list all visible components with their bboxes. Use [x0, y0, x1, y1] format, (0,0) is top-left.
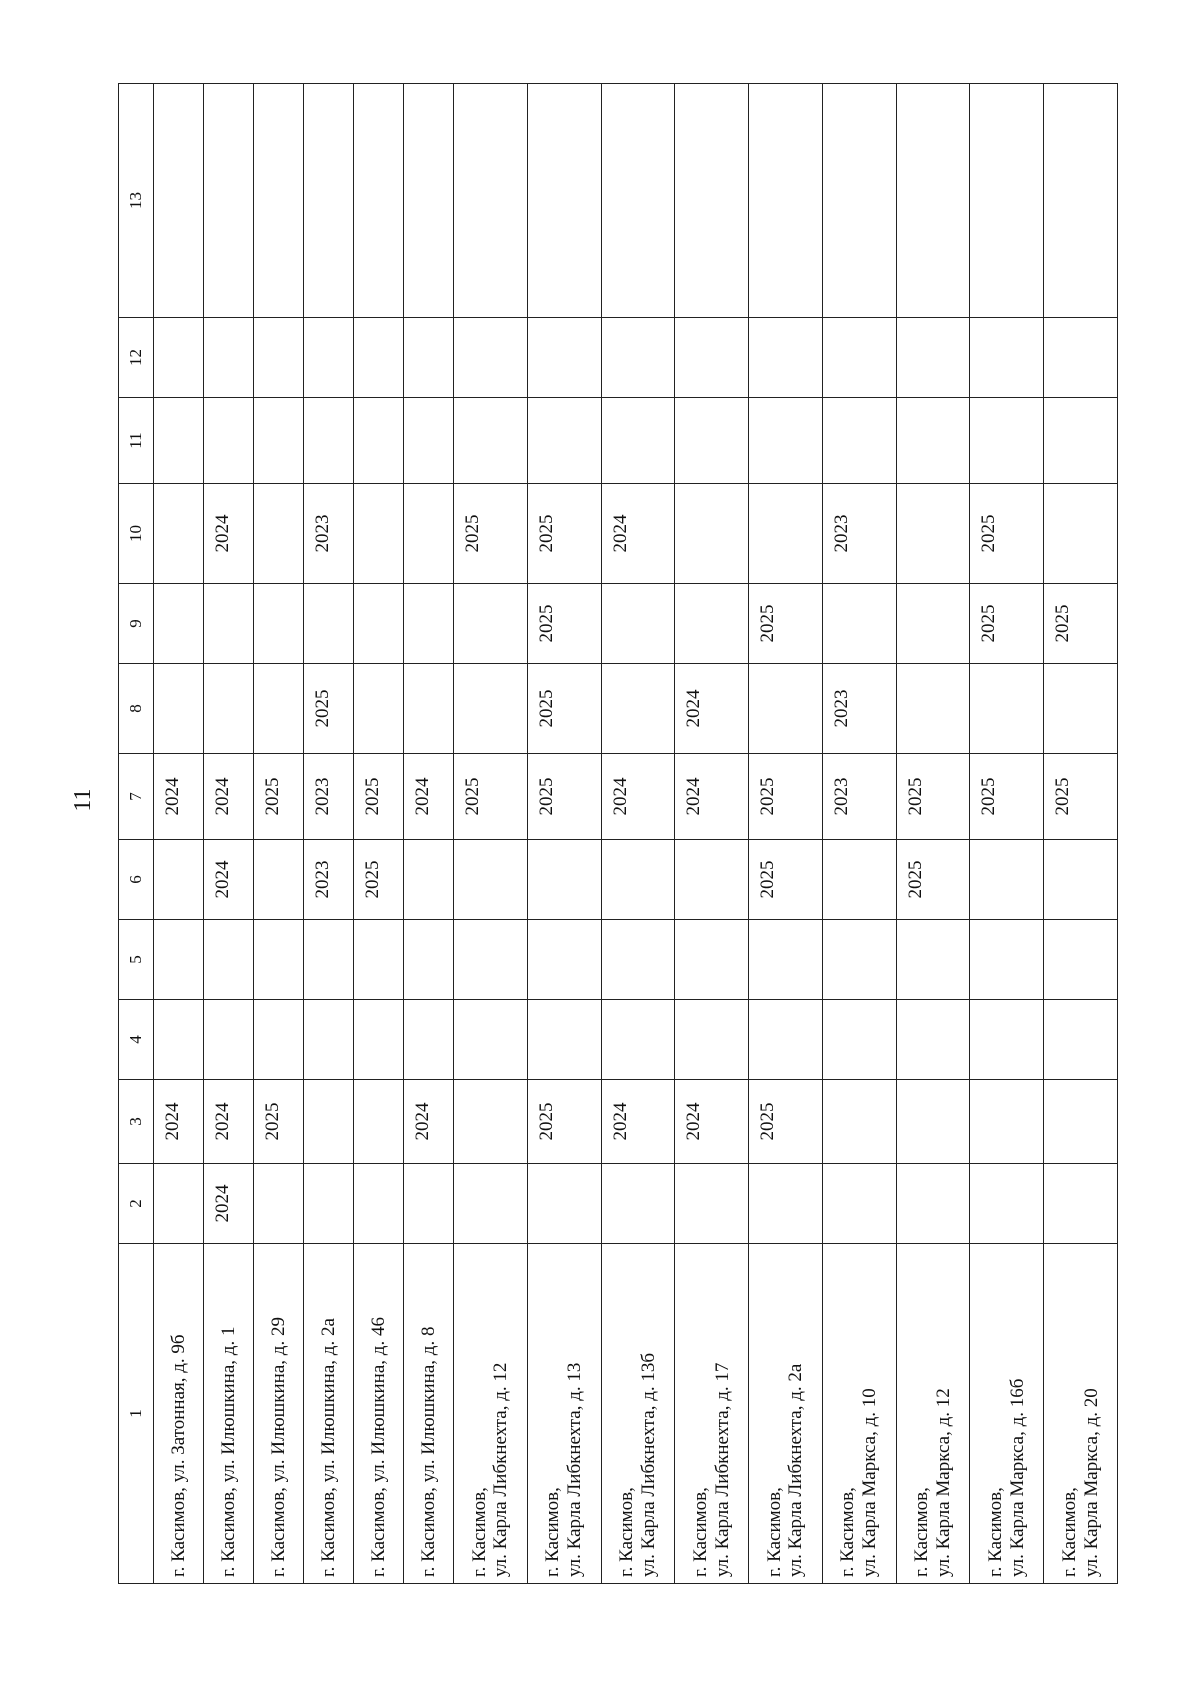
year-cell — [896, 1000, 970, 1080]
year-cell — [304, 84, 354, 318]
year-cell: 2025 — [527, 484, 601, 584]
address-line: г. Касимов, — [911, 1487, 933, 1577]
year-cell — [896, 664, 970, 754]
year-cell — [404, 1164, 454, 1244]
address-cell — [254, 1244, 304, 1584]
year-cell — [154, 840, 204, 920]
year-cell — [675, 1164, 749, 1244]
year-cell — [822, 920, 896, 1000]
year-cell — [1044, 398, 1118, 484]
year-cell — [675, 840, 749, 920]
year-cell — [404, 664, 454, 754]
address-cell — [675, 1244, 749, 1584]
column-header: 7 — [119, 754, 154, 840]
year-cell — [970, 1000, 1044, 1080]
address-cell — [822, 1244, 896, 1584]
table-container — [118, 84, 1118, 1584]
year-cell — [970, 840, 1044, 920]
year-cell — [154, 584, 204, 664]
year-cell: 2024 — [601, 484, 675, 584]
year-cell — [454, 84, 528, 318]
year-cell — [1044, 1164, 1118, 1244]
year-cell — [896, 584, 970, 664]
year-cell: 2025 — [1044, 754, 1118, 840]
year-cell: 2025 — [254, 1080, 304, 1164]
table-row — [675, 84, 749, 1584]
year-cell — [154, 318, 204, 398]
year-cell: 2024 — [601, 754, 675, 840]
address-line: ул. Карла Либкнехта, д. 13 — [564, 1362, 586, 1577]
year-cell — [1044, 484, 1118, 584]
year-cell — [454, 840, 528, 920]
column-header: 3 — [119, 1080, 154, 1164]
year-cell — [304, 920, 354, 1000]
year-cell — [1044, 1000, 1118, 1080]
year-cell — [354, 398, 404, 484]
year-cell — [527, 1164, 601, 1244]
year-cell: 2023 — [304, 484, 354, 584]
year-cell — [254, 1000, 304, 1080]
table-row — [404, 84, 454, 1584]
year-cell — [601, 840, 675, 920]
year-cell: 2025 — [527, 664, 601, 754]
table-row — [749, 84, 823, 1584]
year-cell — [749, 664, 823, 754]
year-cell — [896, 484, 970, 584]
year-cell — [254, 398, 304, 484]
year-cell — [675, 584, 749, 664]
table-row — [454, 84, 528, 1584]
year-cell: 2025 — [749, 840, 823, 920]
year-cell — [204, 398, 254, 484]
address-cell — [404, 1244, 454, 1584]
year-cell — [254, 664, 304, 754]
year-cell: 2024 — [204, 840, 254, 920]
year-cell — [675, 484, 749, 584]
address-cell — [154, 1244, 204, 1584]
year-cell — [404, 1000, 454, 1080]
year-cell — [896, 398, 970, 484]
column-header: 8 — [119, 664, 154, 754]
year-cell — [675, 1000, 749, 1080]
year-cell — [601, 584, 675, 664]
table-body — [154, 84, 1118, 1584]
year-cell: 2024 — [675, 1080, 749, 1164]
year-cell — [749, 398, 823, 484]
year-cell — [601, 84, 675, 318]
year-cell: 2025 — [749, 1080, 823, 1164]
year-cell: 2024 — [204, 1164, 254, 1244]
year-cell — [822, 84, 896, 318]
year-cell — [154, 484, 204, 584]
year-cell — [454, 1000, 528, 1080]
year-cell — [254, 84, 304, 318]
year-cell — [527, 840, 601, 920]
table-row — [822, 84, 896, 1584]
year-cell — [154, 84, 204, 318]
year-cell — [1044, 840, 1118, 920]
year-cell: 2025 — [970, 754, 1044, 840]
year-cell — [970, 1080, 1044, 1164]
table-row — [970, 84, 1044, 1584]
year-cell: 2025 — [527, 754, 601, 840]
address-line: г. Касимов, ул. Илюшкина, д. 1 — [217, 1326, 239, 1577]
year-cell: 2025 — [527, 1080, 601, 1164]
year-cell: 2024 — [204, 754, 254, 840]
year-cell — [304, 398, 354, 484]
year-cell — [675, 318, 749, 398]
address-line: г. Касимов, — [468, 1487, 490, 1577]
year-cell — [1044, 664, 1118, 754]
year-cell: 2024 — [675, 664, 749, 754]
year-cell — [822, 1164, 896, 1244]
year-cell — [154, 664, 204, 754]
address-line: г. Касимов, — [763, 1487, 785, 1577]
year-cell — [601, 1164, 675, 1244]
year-cell — [601, 1000, 675, 1080]
year-cell — [354, 484, 404, 584]
column-header: 5 — [119, 920, 154, 1000]
table-row — [154, 84, 204, 1584]
year-cell — [154, 1164, 204, 1244]
year-cell — [254, 484, 304, 584]
year-cell: 2023 — [822, 484, 896, 584]
column-header: 9 — [119, 584, 154, 664]
address-cell — [749, 1244, 823, 1584]
year-cell — [354, 1000, 404, 1080]
year-cell — [749, 318, 823, 398]
year-cell — [304, 318, 354, 398]
address-line: г. Касимов, — [837, 1487, 859, 1577]
year-cell — [204, 584, 254, 664]
address-line: ул. Карла Либкнехта, д. 17 — [711, 1362, 733, 1577]
year-cell — [204, 84, 254, 318]
year-cell — [304, 1080, 354, 1164]
year-cell — [204, 664, 254, 754]
address-line: ул. Карла Либкнехта, д. 13б — [637, 1352, 659, 1577]
year-cell — [454, 1164, 528, 1244]
address-cell — [454, 1244, 528, 1584]
table-row — [601, 84, 675, 1584]
address-line: г. Касимов, — [616, 1487, 638, 1577]
table-row — [254, 84, 304, 1584]
year-cell — [354, 584, 404, 664]
year-cell — [404, 840, 454, 920]
address-cell — [527, 1244, 601, 1584]
column-header: 4 — [119, 1000, 154, 1080]
year-cell — [822, 840, 896, 920]
address-line: г. Касимов, ул. Затонная, д. 9б — [167, 1334, 189, 1577]
column-header: 12 — [119, 318, 154, 398]
year-cell: 2024 — [601, 1080, 675, 1164]
address-line: г. Касимов, ул. Илюшкина, д. 2а — [317, 1318, 339, 1577]
year-cell — [454, 584, 528, 664]
year-cell — [822, 1000, 896, 1080]
year-cell: 2024 — [404, 1080, 454, 1164]
year-cell — [822, 318, 896, 398]
year-cell — [970, 1164, 1044, 1244]
year-cell — [404, 584, 454, 664]
year-cell: 2025 — [1044, 584, 1118, 664]
year-cell — [254, 840, 304, 920]
column-header: 1 — [119, 1244, 154, 1584]
year-cell: 2024 — [154, 1080, 204, 1164]
year-cell — [601, 398, 675, 484]
year-cell: 2025 — [970, 584, 1044, 664]
year-cell — [304, 1000, 354, 1080]
year-cell — [354, 1164, 404, 1244]
address-line: ул. Карла Маркса, д. 10 — [859, 1388, 881, 1577]
year-cell — [304, 584, 354, 664]
column-header: 13 — [119, 84, 154, 318]
year-cell — [404, 84, 454, 318]
year-cell — [404, 398, 454, 484]
address-line: ул. Карла Маркса, д. 20 — [1080, 1388, 1102, 1577]
year-cell: 2025 — [454, 754, 528, 840]
year-cell — [601, 920, 675, 1000]
year-cell — [896, 1164, 970, 1244]
year-cell — [970, 84, 1044, 318]
year-cell — [527, 318, 601, 398]
year-cell — [454, 318, 528, 398]
address-line: ул. Карла Маркса, д. 12 — [932, 1388, 954, 1577]
address-line: ул. Карла Либкнехта, д. 12 — [490, 1362, 512, 1577]
year-cell: 2025 — [896, 840, 970, 920]
year-cell — [1044, 920, 1118, 1000]
year-cell — [675, 398, 749, 484]
year-cell — [204, 920, 254, 1000]
year-cell — [254, 318, 304, 398]
year-cell — [749, 84, 823, 318]
year-cell — [454, 920, 528, 1000]
year-cell — [896, 1080, 970, 1164]
year-cell — [896, 84, 970, 318]
year-cell — [404, 920, 454, 1000]
year-cell: 2025 — [454, 484, 528, 584]
table-row — [527, 84, 601, 1584]
year-cell — [749, 1164, 823, 1244]
address-cell — [896, 1244, 970, 1584]
year-cell: 2025 — [749, 754, 823, 840]
year-cell — [354, 1080, 404, 1164]
year-cell — [675, 84, 749, 318]
year-cell: 2025 — [254, 754, 304, 840]
year-cell: 2024 — [675, 754, 749, 840]
address-line: ул. Карла Либкнехта, д. 2а — [785, 1363, 807, 1577]
column-header: 6 — [119, 840, 154, 920]
address-cell — [1044, 1244, 1118, 1584]
year-cell — [896, 318, 970, 398]
year-cell — [404, 318, 454, 398]
address-cell — [304, 1244, 354, 1584]
address-line: г. Касимов, — [1058, 1487, 1080, 1577]
year-cell: 2023 — [822, 754, 896, 840]
year-cell: 2025 — [304, 664, 354, 754]
year-cell — [1044, 1080, 1118, 1164]
year-cell — [154, 920, 204, 1000]
year-cell — [749, 484, 823, 584]
year-cell — [527, 84, 601, 318]
year-cell — [527, 1000, 601, 1080]
year-cell — [970, 920, 1044, 1000]
year-cell: 2024 — [154, 754, 204, 840]
year-cell — [601, 664, 675, 754]
table-row — [1044, 84, 1118, 1584]
year-cell: 2025 — [354, 754, 404, 840]
year-cell — [454, 664, 528, 754]
address-line: ул. Карла Маркса, д. 16б — [1006, 1378, 1028, 1577]
year-cell — [970, 664, 1044, 754]
address-line: г. Касимов, ул. Илюшкина, д. 8 — [417, 1326, 439, 1577]
year-cell — [254, 920, 304, 1000]
year-cell: 2025 — [354, 840, 404, 920]
year-cell — [970, 318, 1044, 398]
address-line: г. Касимов, — [542, 1487, 564, 1577]
year-cell — [204, 1000, 254, 1080]
address-cell — [354, 1244, 404, 1584]
header-row — [119, 84, 154, 1584]
year-cell: 2025 — [527, 584, 601, 664]
address-cell — [601, 1244, 675, 1584]
year-cell: 2024 — [204, 484, 254, 584]
address-line: г. Касимов, ул. Илюшкина, д. 46 — [367, 1317, 389, 1577]
year-cell — [822, 584, 896, 664]
year-cell: 2025 — [970, 484, 1044, 584]
year-cell — [675, 920, 749, 1000]
year-cell — [254, 584, 304, 664]
year-cell — [527, 920, 601, 1000]
year-cell — [154, 1000, 204, 1080]
year-cell — [822, 1080, 896, 1164]
year-cell — [749, 1000, 823, 1080]
year-cell: 2023 — [304, 840, 354, 920]
address-cell — [204, 1244, 254, 1584]
year-cell — [304, 1164, 354, 1244]
table-row — [896, 84, 970, 1584]
year-cell — [354, 84, 404, 318]
table-row — [204, 84, 254, 1584]
address-line: г. Касимов, — [689, 1487, 711, 1577]
year-cell: 2025 — [749, 584, 823, 664]
column-header: 10 — [119, 484, 154, 584]
schedule-table — [118, 83, 1118, 1584]
year-cell — [896, 920, 970, 1000]
column-header: 11 — [119, 398, 154, 484]
year-cell: 2024 — [404, 754, 454, 840]
page-number: 11 — [70, 788, 96, 812]
year-cell — [154, 398, 204, 484]
year-cell — [527, 398, 601, 484]
table-row — [304, 84, 354, 1584]
year-cell — [601, 318, 675, 398]
year-cell — [454, 398, 528, 484]
rotated-table-wrapper — [118, 84, 1118, 1584]
year-cell — [354, 318, 404, 398]
year-cell — [454, 1080, 528, 1164]
year-cell — [970, 398, 1044, 484]
address-line: г. Касимов, ул. Илюшкина, д. 29 — [267, 1317, 289, 1577]
year-cell — [749, 920, 823, 1000]
year-cell — [404, 484, 454, 584]
year-cell: 2023 — [822, 664, 896, 754]
year-cell — [1044, 84, 1118, 318]
column-header: 2 — [119, 1164, 154, 1244]
year-cell — [354, 664, 404, 754]
year-cell — [1044, 318, 1118, 398]
address-line: г. Касимов, — [984, 1487, 1006, 1577]
table-row — [354, 84, 404, 1584]
year-cell — [254, 1164, 304, 1244]
year-cell: 2023 — [304, 754, 354, 840]
year-cell — [354, 920, 404, 1000]
year-cell: 2025 — [896, 754, 970, 840]
year-cell: 2024 — [204, 1080, 254, 1164]
year-cell — [822, 398, 896, 484]
year-cell — [204, 318, 254, 398]
address-cell — [970, 1244, 1044, 1584]
